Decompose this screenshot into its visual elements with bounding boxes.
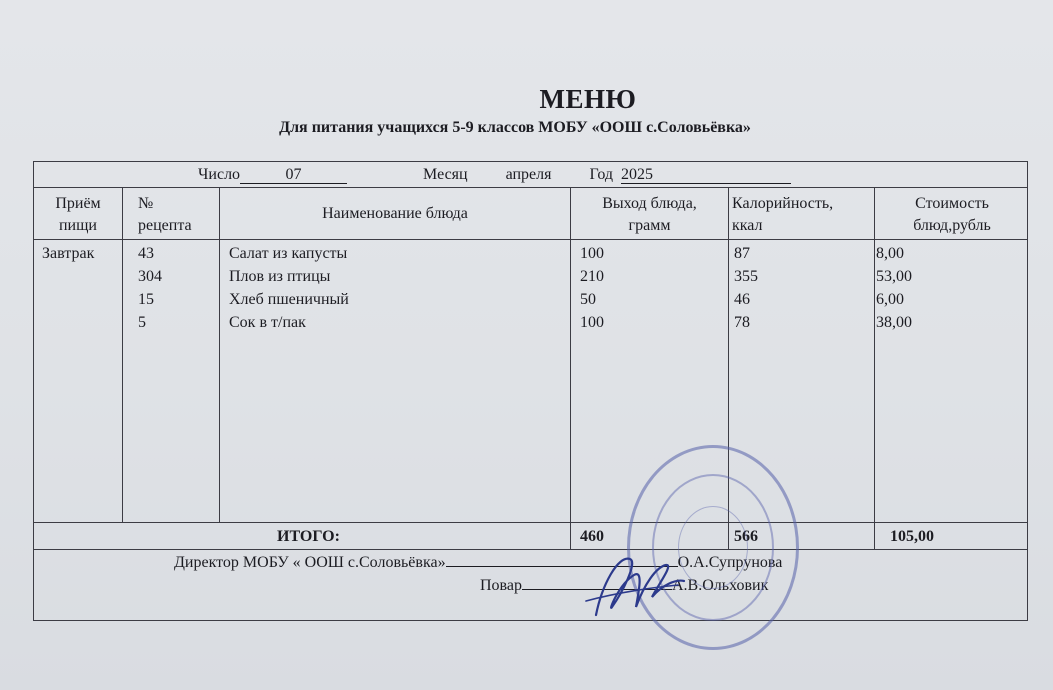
table-row-dish: Сок в т/пак bbox=[229, 314, 306, 331]
header-cost-line2: блюд,рубль bbox=[913, 217, 991, 234]
header-cost bbox=[875, 193, 1029, 237]
line-above-total bbox=[34, 522, 1027, 523]
table-row-yield: 50 bbox=[580, 291, 596, 308]
document-title: МЕНЮ bbox=[539, 84, 637, 114]
dish-column bbox=[229, 242, 349, 334]
signature-stroke bbox=[596, 559, 684, 615]
header-cost-line1: Стоимость bbox=[915, 195, 989, 212]
table-row-calories: 355 bbox=[734, 268, 758, 285]
header-dish: Наименование блюда bbox=[322, 205, 468, 222]
header-recipe-line2: рецепта bbox=[138, 217, 192, 234]
header-recipe-line1: № bbox=[138, 195, 154, 212]
col-divider-1 bbox=[122, 187, 123, 522]
total-cost: 105,00 bbox=[890, 528, 934, 545]
header-meal bbox=[34, 193, 122, 237]
seal-core-ring bbox=[678, 506, 748, 589]
table-row-yield: 100 bbox=[580, 314, 604, 331]
col-divider-5 bbox=[874, 187, 875, 549]
cook-name: А.В.Ольховик bbox=[672, 577, 769, 594]
month-value: апреля bbox=[505, 166, 552, 183]
date-row bbox=[198, 164, 791, 185]
director-name: О.А.Супрунова bbox=[677, 554, 783, 571]
table-row-dish: Салат из капусты bbox=[229, 245, 348, 262]
table-row-cost: 6,00 bbox=[876, 291, 904, 308]
cost-column bbox=[876, 242, 912, 334]
col-divider-2 bbox=[219, 187, 220, 522]
table-row-cost: 38,00 bbox=[876, 314, 912, 331]
header-yield bbox=[571, 193, 728, 237]
table-row-yield: 210 bbox=[580, 268, 604, 285]
table-row-calories: 46 bbox=[734, 291, 750, 308]
line-below-header bbox=[34, 239, 1027, 240]
menu-table bbox=[33, 161, 1028, 621]
total-calories: 566 bbox=[734, 528, 758, 545]
table-row-recipe: 15 bbox=[138, 291, 154, 308]
cook-label: Повар bbox=[480, 577, 522, 594]
header-meal-line2: пищи bbox=[58, 217, 97, 234]
table-row-recipe: 304 bbox=[138, 268, 162, 285]
year-value: 2025 bbox=[621, 166, 791, 184]
line-below-date bbox=[34, 187, 1027, 188]
header-recipe bbox=[138, 193, 192, 237]
year-label: Год bbox=[589, 166, 614, 183]
table-row-dish: Плов из птицы bbox=[229, 268, 331, 285]
day-value: 07 bbox=[240, 166, 347, 184]
header-meal-line1: Приём bbox=[55, 195, 101, 212]
header-yield-line1: Выход блюда, bbox=[602, 195, 697, 212]
table-row-recipe: 5 bbox=[138, 314, 146, 331]
director-label: Директор МОБУ « ООШ с.Соловьёвка» bbox=[174, 554, 446, 571]
col-divider-3 bbox=[570, 187, 571, 549]
total-label: ИТОГО: bbox=[277, 528, 340, 545]
header-calories-line2: ккал bbox=[732, 217, 763, 234]
total-yield: 460 bbox=[580, 528, 604, 545]
table-row-dish: Хлеб пшеничный bbox=[229, 291, 349, 308]
table-row-cost: 53,00 bbox=[876, 268, 912, 285]
document-subtitle: Для питания учащихся 5-9 классов МОБУ «ООШ с.Соловьёвка» bbox=[279, 119, 751, 136]
table-row-recipe: 43 bbox=[138, 245, 154, 262]
table-row-calories: 87 bbox=[734, 245, 750, 262]
calories-column bbox=[734, 242, 758, 334]
yield-column bbox=[580, 242, 604, 334]
table-row-yield: 100 bbox=[580, 245, 604, 262]
table-row-cost: 8,00 bbox=[876, 245, 904, 262]
table-row-calories: 78 bbox=[734, 314, 750, 331]
header-yield-line2: грамм bbox=[628, 217, 671, 234]
header-calories-line1: Калорийность, bbox=[732, 195, 834, 212]
line-below-total bbox=[34, 549, 1027, 550]
meal-name: Завтрак bbox=[42, 245, 95, 262]
recipe-column bbox=[138, 242, 162, 334]
day-label: Число bbox=[198, 166, 241, 183]
handwritten-signature bbox=[578, 545, 688, 625]
month-label: Месяц bbox=[423, 166, 468, 183]
header-calories bbox=[732, 193, 833, 237]
